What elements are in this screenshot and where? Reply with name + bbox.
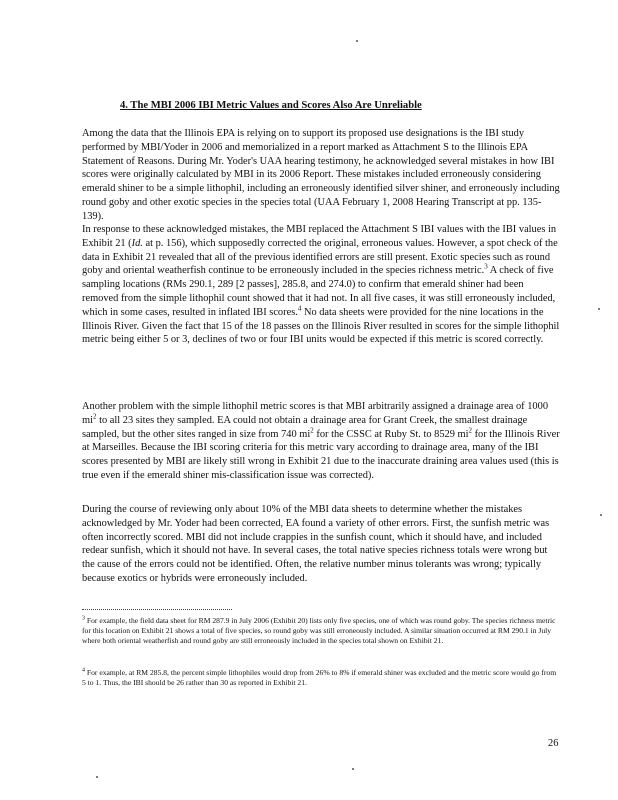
- paragraph-3: Another problem with the simple lithophil metric scores is that MBI arbitrarily assigned a drainage area of 1000 $mi^2$ to all 23 sites they sampled. EA could not obtain a drainage area for Grant Creek, the smallest drainage sampled, but the other sites ranged in size from 740 $mi^2$ for the CSSC at Ruby St. to 8529 $mi^2$ for the Illinois River at Marseilles. Because the IBI scoring criteria for this metric vary according to drainage area, many of the IBI scores presented by MBI are likely still wrong in Exhibit 21 due to the inaccurate draining area values used (this is true even if the emerald shiner mis-classification issue was corrected).: [82, 401, 560, 481]
- footnote-ref-3[interactable]: 3: [484, 262, 488, 271]
- scan-speck: [356, 40, 358, 42]
- scan-speck: [352, 768, 354, 770]
- footnote-ref-4[interactable]: 4: [297, 304, 302, 313]
- paragraph-2: In response to these acknowledged mistakes, the MBI replaced the Attachment S IBI values with the IBI values in Exhibit 21 (Id. at p. 156), which supposedly corrected the original, erroneous values. However, a spot check of the data in Exhibit 21 revealed that all of the previous identified errors are still present. Exotic species such as round goby and oriental weatherfish continue to be erroneously included in the species richness metric.$^3$ A check of five sampling locations (RMs 290.1, 289 [2 passes], 285.8, and 274.0) to confirm that emerald shiner had been removed from the simple lithophil count showed that it had not. In all five cases, it was still erroneously included, which in some cases, resulted in inflated IBI scores.$^4$ No data sheets were provided for the nine locations in the Illinois River. Given the fact that 15 of the 18 passes on the Illinois River resulted in scores for the simple lithophil metric being either 5 or 3, declines of two or four IBI units would be expected if this metric is scored correctly.: [82, 224, 560, 346]
- footnote-separator: [82, 609, 232, 610]
- footnote-3: $^3$ For example, the field data sheet for RM 287.9 in July 2006 (Exhibit 20) lists only five species, one of which was round goby. The species richness metric for this location on Exhibit 21 shows a total of five species, so round goby was still erroneously included. A similar situation occurred at RM 290.1 in July where both oriental weatherfish and round goby are still erroneously included in the species total shown on Exhibit 21.: [82, 615, 556, 646]
- paragraph-1: Among the data that the Illinois EPA is relying on to support its proposed use designations is the IBI study performed by MBI/Yoder in 2006 and memorialized in a report marked as Attachment S to the Illinois EPA Statement of Reasons. During Mr. Yoder's UAA hearing testimony, he acknowledged several mistakes in how IBI scores were originally calculated by MBI in its 2006 Report. These mistakes included erroneously considering emerald shiner to be a simple lithophil, including an erroneously identified silver shiner, and erroneously including round goby and other exotic species in the species total (UAA February 1, 2008 Hearing Transcript at pp. 135-139).: [82, 128, 560, 222]
- scan-speck: [600, 514, 602, 516]
- paragraph-4: During the course of reviewing only about 10% of the MBI data sheets to determine whether the mistakes acknowledged by Mr. Yoder had been corrected, EA found a variety of other errors. First, the sunfish metric was often incorrectly scored. MBI did not include crappies in the sunfish count, which it should have, and included redear sunfish, which it should not have. In several cases, the total native species richness totals were wrong but the cause of the errors could not be identified. Often, the relative number minus tolerants was wrong; typically because exotics or hybrids were erroneously included.: [82, 504, 550, 584]
- scan-speck: [598, 308, 600, 310]
- footnote-4: $^4$ For example, at RM 285.8, the percent simple lithophiles would drop from 26% to 8% if emerald shiner was excluded and the metric score would go from 5 to 1. Thus, the IBI should be 26 rather than 30 as reported in Exhibit 21.: [82, 667, 557, 688]
- scan-speck: [96, 776, 98, 778]
- page-number: 26: [548, 738, 559, 749]
- section-heading: 4. The MBI 2006 IBI Metric Values and Scores Also Are Unreliable: [120, 100, 422, 111]
